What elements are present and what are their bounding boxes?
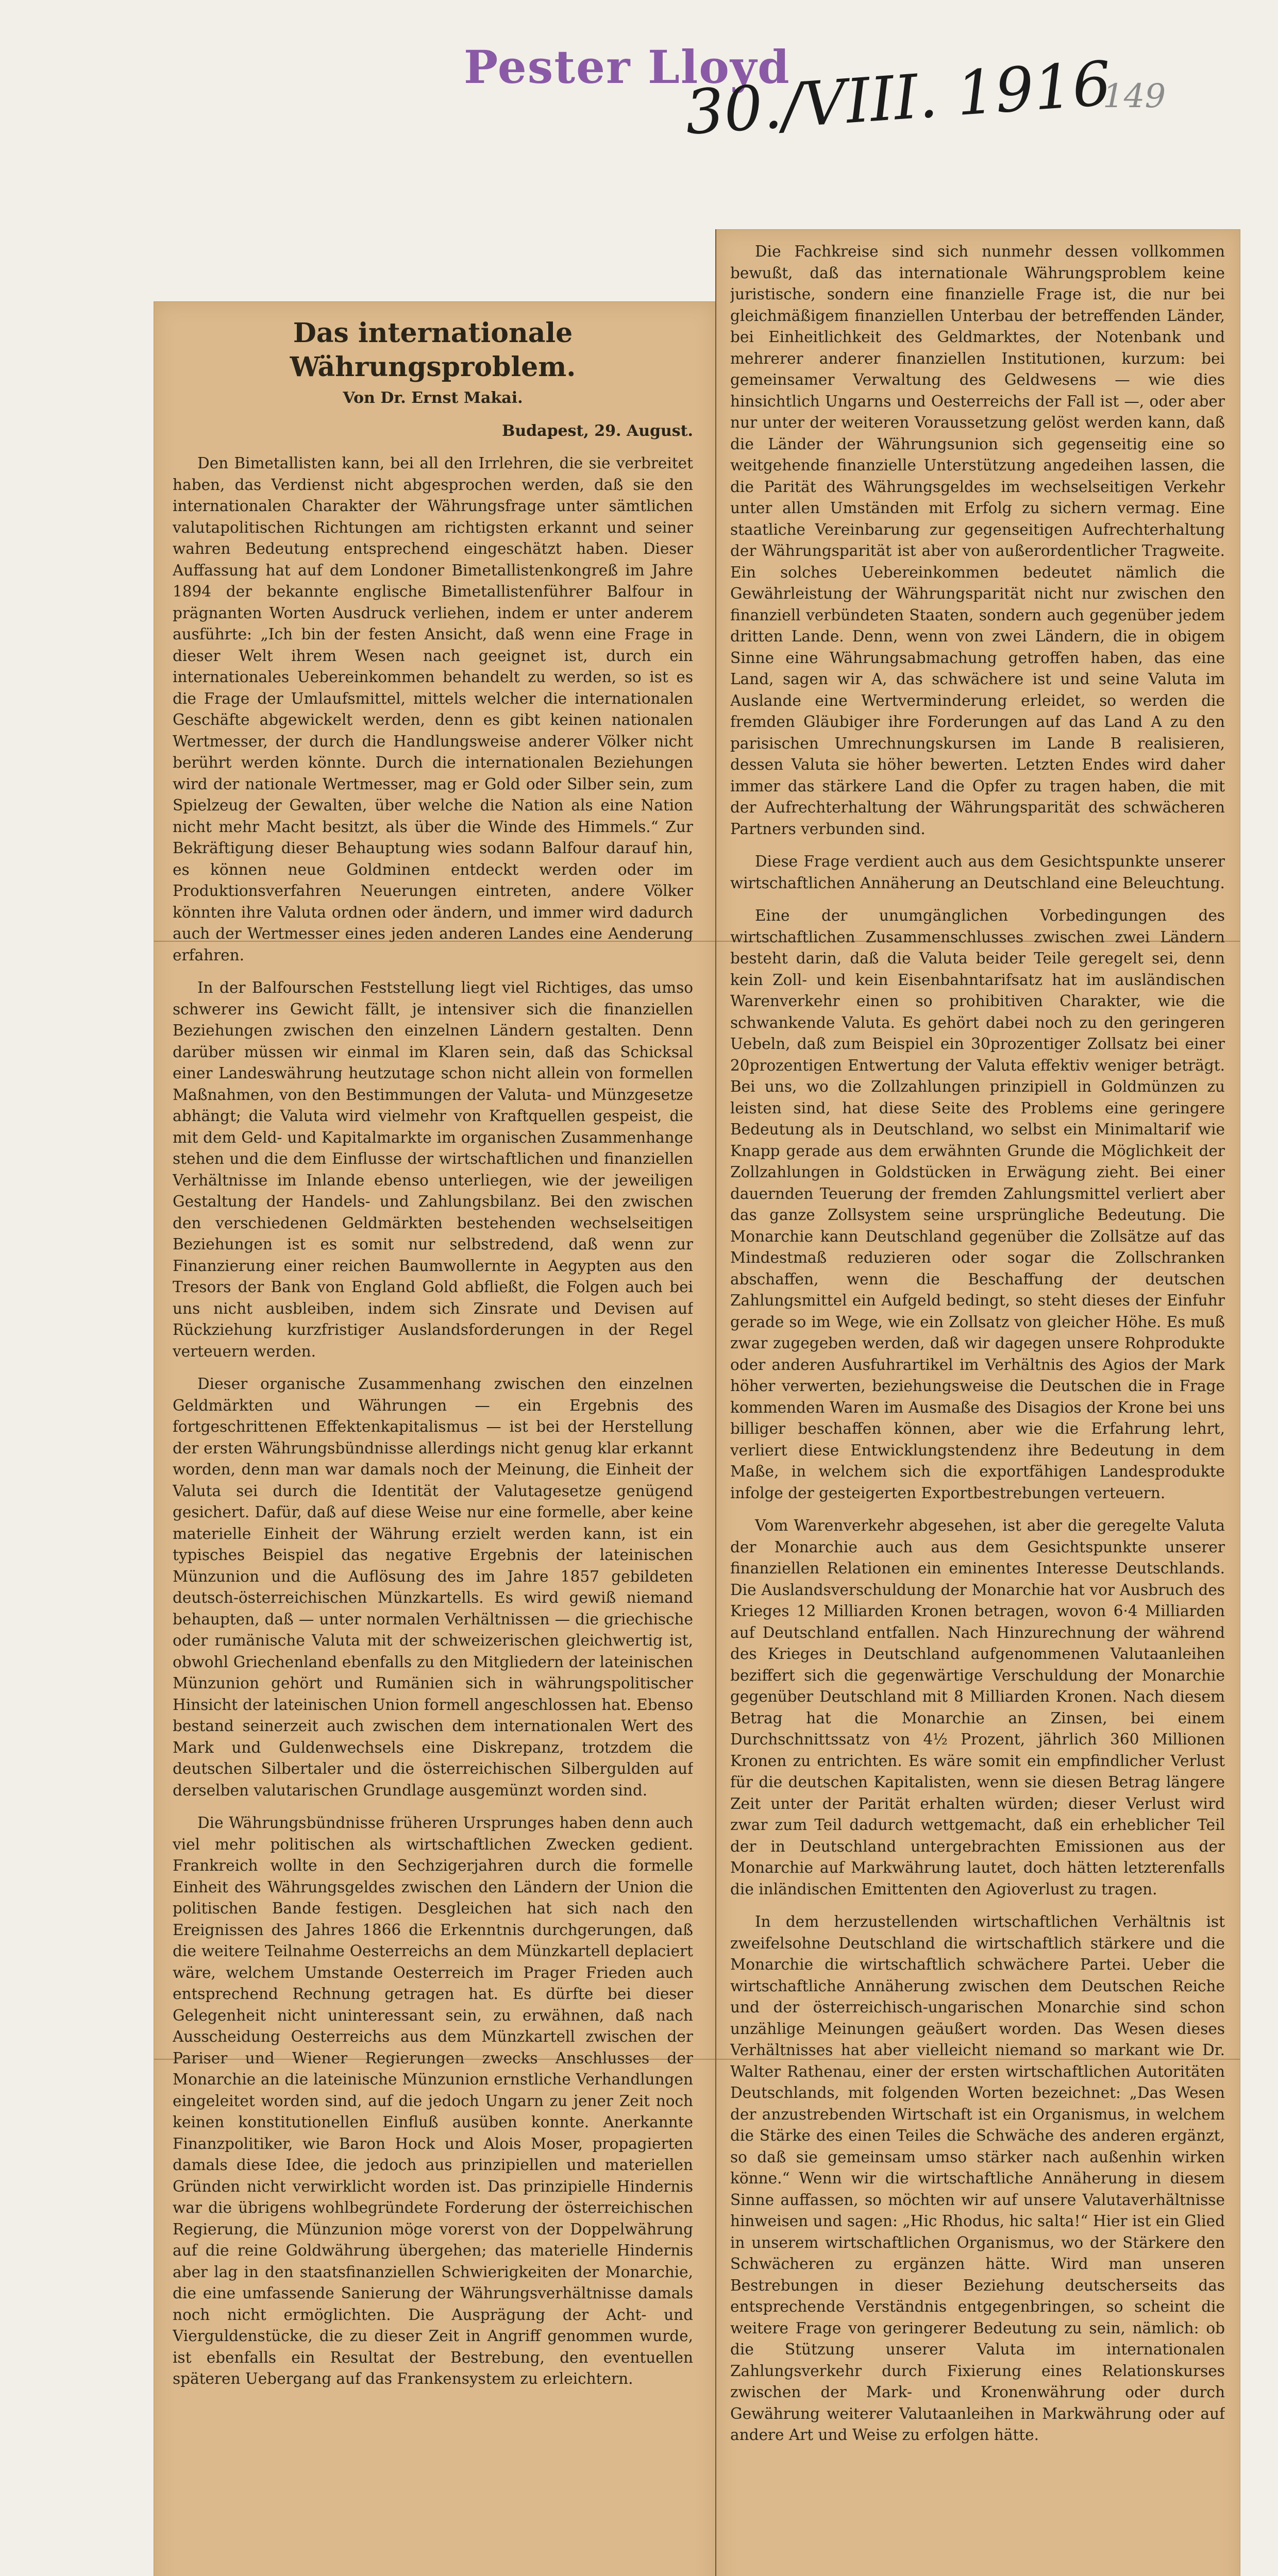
paragraph: Diese Frage verdient auch aus dem Gesichtspunkte unserer wirtschaftlichen Annäherung an Deutschland eine Beleuchtung. <box>730 853 1225 892</box>
article-title: Das internationale Währungsproblem. <box>290 317 576 383</box>
article-dateline: Budapest, 29. August. <box>502 421 693 440</box>
clipping-left-column <box>154 301 716 2576</box>
column-divider <box>715 229 716 2576</box>
clipping-right-column <box>715 229 1240 2576</box>
newspaper-stamp: Pester Lloyd <box>464 40 791 94</box>
paragraph: Eine der unumgänglichen Vorbedingungen des wirtschaftlichen Zusammenschlusses zwischen zwei Ländern besteht darin, daß die Valuta beider Teile geregelt sei, denn kein Zoll- und kein Eisenbahntarifsatz hat im ausländischen Warenverkehr einen so prohibitiven Charakter, wie die schwankende Valuta. Es gehört dabei noch zu den geringeren Uebeln, daß zum Beispiel ein 30prozentiger Zollsatz bei einer 20prozentigen Entwertung der Valuta effektiv weniger beträgt. Bei uns, wo die Zollzahlungen prinzipiell in Goldmünzen zu leisten sind, hat diese Seite des Problems eine geringere Bedeutung als in Deutschland, wo selbst ein Minimaltarif wie Knapp gerade aus dem erwähnten Grunde die Möglichkeit der Zollzahlungen in Goldstücken in Erwägung zieht. Bei einer dauernden Teuerung der fremden Zahlungsmittel verliert aber das ganze Zollsystem seine ursprüngliche Bedeutung. Die Monarchie kann Deutschland gegenüber die Zollsätze auf das Mindestmaß reduzieren oder sogar die Zollschranken abschaffen, wenn die Beschaffung der deutschen Zahlungsmittel ein Aufgeld bedingt, so steht dieses der Einfuhr gerade so im Wege, wie ein Zollsatz von gleicher Höhe. Es muß zwar zugegeben werden, daß wir dagegen unsere Rohprodukte oder anderen Ausfuhrartikel im Verhältnis des Agios der Mark höher verwerten, beziehungsweise die Deutschen die in Frage kommenden Waren im Ausmaße des Disagios der Krone bei uns billiger beschaffen können, aber wie die Erfahrung lehrt, verliert diese Entwicklungstendenz ihre Bedeutung in dem Maße, in welchem sich die exportfähigen Landesprodukte infolge der gesteigerten Exportbestrebungen verteuern. <box>730 907 1225 1502</box>
paper-fold <box>716 2059 1240 2060</box>
paragraph: Die Fachkreise sind sich nunmehr dessen vollkommen bewußt, daß das internationale Währungsproblem keine juristische, sondern eine finanzielle Frage ist, die nur bei gleichmäßigem finanziellen Unterbau der betreffenden Länder, bei Einheitlichkeit des Geldmarktes, der Notenbank und mehrerer anderer finanziellen Institutionen, kurzum: bei gemeinsamer Verwaltung des Geldwesens — wie dies hinsichtlich Ungarns und Oesterreichs der Fall ist —, oder aber nur unter der weiteren Voraussetzung gelöst werden kann, daß die Länder der Währungsunion sich gegenseitig eine so weitgehende finanzielle Unterstützung angedeihen lassen, die die Parität des Währungsgeldes im wechselseitigen Verkehr unter allen Umständen mit Erfolg zu sichern vermag. Eine staatliche Vereinbarung zur gegenseitigen Aufrechterhaltung der Währungsparität ist aber von außerordentlicher Tragweite. Ein solches Uebereinkommen bedeutet nämlich die Gewährleistung der Währungsparität nicht nur zwischen den finanziell verbündeten Staaten, sondern auch gegenüber jedem dritten Lande. Denn, wenn von zwei Ländern, die in obigem Sinne eine Währungsabmachung getroffen haben, das eine Land, sagen wir A, das schwächere ist und seine Valuta im Auslande eine Wertverminderung erleidet, so werden die fremden Gläubiger ihre Forderungen auf das Land A zu den parisischen Umrechnungskursen im Lande B realisieren, dessen Valuta sie höher bewerten. Letzten Endes wird daher immer das stärkere Land die Opfer zu tragen haben, die mit der Aufrechterhaltung der Währungsparität des schwächeren Partners verbunden sind. <box>730 243 1225 838</box>
article-author: Von Dr. Ernst Makai. <box>343 389 523 407</box>
paragraph: In der Balfourschen Feststellung liegt viel Richtiges, das umso schwerer ins Gewicht fällt, je intensiver sich die finanziellen Beziehungen zwischen den einzelnen Ländern gestalten. Denn darüber müssen wir einmal im Klaren sein, daß das Schicksal einer Landeswährung heutzutage schon nicht allein von formellen Maßnahmen, von den Bestimmungen der Valuta- und Münzgesetze abhängt; die Valuta wird vielmehr von Kraftquellen gespeist, die mit dem Geld- und Kapitalmarkte im organischen Zusammenhange stehen und die dem Einflusse der wirtschaftlichen und finanziellen Verhältnisse im Inlande ebenso unterliegen, wie der jeweiligen Gestaltung der Handels- und Zahlungsbilanz. Bei den zwischen den verschiedenen Geldmärkten bestehenden wechselseitigen Beziehungen ist es somit nur selbstredend, daß wenn zur Finanzierung einer reichen Baumwollernte in Aegypten aus den Tresors der Bank von England Gold abfließt, die Folgen auch bei uns nicht ausbleiben, indem sich Zinsrate und Devisen auf Rückziehung kurzfristiger Auslandsforderungen in der Regel verteuern werden. <box>173 979 693 1360</box>
paper-fold <box>716 941 1240 942</box>
article-right-text <box>730 241 1225 2576</box>
paper-fold <box>154 2059 716 2060</box>
paper-fold <box>154 941 716 942</box>
paragraph: In dem herzustellenden wirtschaftlichen Verhältnis ist zweifelsohne Deutschland die wirtschaftlich stärkere und die Monarchie die wirtschaftlich schwächere Partei. Ueber die wirtschaftliche Annäherung zwischen dem Deutschen Reiche und der österreichisch-ungarischen Monarchie sind schon unzählige Meinungen geäußert worden. Das Wesen dieses Verhältnisses hat aber vielleicht niemand so markant wie Dr. Walter Rathenau, einer der ersten wirtschaftlichen Autoritäten Deutschlands, mit folgenden Worten bezeichnet: „Das Wesen der anzustrebenden Wirtschaft ist ein Organismus, in welchem die Stärke des einen Teiles die Schwäche des anderen ergänzt, so daß sie gemeinsam umso stärker nach außenhin wirken könne.“ Wenn wir die wirtschaftliche Annäherung in diesem Sinne auffassen, so möchten wir auf unsere Valutaverhältnisse hinweisen und sagen: „Hic Rhodus, hic salta!“ Hier ist ein Glied in unserem wirtschaftlichen Organismus, wo der Stärkere den Schwächeren zu ergänzen hätte. Wird man unseren Bestrebungen in dieser Beziehung deutscherseits das entsprechende Verständnis entgegenbringen, so scheint die weitere Frage von geringerer Bedeutung zu sein, nämlich: ob die Stützung unserer Valuta im internationalen Zahlungsverkehr durch Fixierung eines Relationskurses zwischen der Mark- und Kronenwährung oder durch Gewährung weiterer Valutaanleihen in Markwährung oder auf andere Art und Weise zu erfolgen hätte. <box>730 1913 1225 2444</box>
paragraph: Vom Warenverkehr abgesehen, ist aber die geregelte Valuta der Monarchie auch aus dem Gesichtspunkte unserer finanziellen Relationen ein eminentes Interesse Deutschlands. Die Auslandsverschuldung der Monarchie hat vor Ausbruch des Krieges 12 Milliarden Kronen betragen, wovon 6·4 Milliarden auf Deutschland entfallen. Nach Hinzurechnung der während des Krieges in Deutschland aufgenommenen Valutaanleihen beziffert sich die gegenwärtige Verschuldung der Monarchie gegenüber Deutschland mit 8 Milliarden Kronen. Nach diesem Betrag hat die Monarchie an Zinsen, bei einem Durchschnittssatz von 4½ Prozent, jährlich 360 Millionen Kronen zu entrichten. Es wäre somit ein empfindlicher Verlust für die deutschen Kapitalisten, wenn sie diesen Betrag längere Zeit unter der Parität erhalten würden; dieser Verlust wird zwar zum Teil dadurch wettgemacht, daß ein erheblicher Teil der in Deutschland untergebrachten Emissionen aus der Monarchie auf Markwährung lautet, doch hätten letzterenfalls die inländischen Emittenten den Agioverlust zu tragen. <box>730 1517 1225 1898</box>
paragraph: Den Bimetallisten kann, bei all den Irrlehren, die sie verbreitet haben, das Verdienst nicht abgesprochen werden, daß sie den internationalen Charakter der Währungsfrage unter sämtlichen valutapolitischen Richtungen am richtigsten erkannt und seiner wahren Bedeutung entsprechend eingeschätzt haben. Dieser Auffassung hat auf dem Londoner Bimetallistenkongreß im Jahre 1894 der bekannte englische Bimetallistenführer Balfour in prägnanten Worten Ausdruck verliehen, indem er unter anderem ausführte: „Ich bin der festen Ansicht, daß wenn eine Frage in dieser Welt ihrem Wesen nach geeignet ist, durch ein internationales Uebereinkommen behandelt zu werden, so ist es die Frage der Umlaufsmittel, mittels welcher die internationalen Geschäfte abgewickelt werden, denn es gibt keinen nationalen Wertmesser, der durch die Handlungsweise anderer Völker nicht berührt werden könnte. Durch die internationalen Beziehungen wird der nationale Wertmesser, mag er Gold oder Silber sein, zum Spielzeug der Gewalten, über welche die Nation als eine Nation nicht mehr Macht besitzt, als über die Winde des Himmels.“ Zur Bekräftigung dieser Behauptung wies sodann Balfour darauf hin, es können neue Goldminen entdeckt werden oder im Produktionsverfahren Neuerungen eintreten, andere Völker könnten ihre Valuta ordnen oder ändern, und immer wird dadurch auch der Wertmesser eines jeden anderen Landes eine Aenderung erfahren. <box>173 454 693 964</box>
paragraph: Die Währungsbündnisse früheren Ursprunges haben denn auch viel mehr politischen als wirtschaftlichen Zwecken gedient. Frankreich wollte in den Sechzigerjahren durch die formelle Einheit des Währungsgeldes zwischen den Ländern der Union die politischen Bande festigen. Desgleichen hat sich nach den Ereignissen des Jahres 1866 die Erkenntnis durchgerungen, daß die weitere Teilnahme Oesterreichs an dem Münzkartell deplaciert wäre, welchem Umstande Oesterreich im Prager Frieden auch entsprechend Rechnung getragen hat. Es dürfte bei dieser Gelegenheit nicht uninteressant sein, zu erwähnen, daß nach Ausscheidung Oesterreichs aus dem Münzkartell zwischen der Pariser und Wiener Regierungen zwecks Anschlusses der Monarchie an die lateinische Münzunion ernstliche Verhandlungen eingeleitet worden sind, auf die jedoch Ungarn zu jener Zeit noch keinen konstitutionellen Einfluß ausüben konnte. Anerkannte Finanzpolitiker, wie Baron Hock und Alois Moser, propagierten damals diese Idee, die jedoch aus prinzipiellen und materiellen Gründen nicht verwirklicht worden ist. Das prinzipielle Hindernis war die übrigens wohlbegründete Forderung der österreichischen Regierung, die Münzunion möge vorerst von der Doppelwährung auf die reine Goldwährung übergehen; das materielle Hindernis aber lag in den staatsfinanziellen Schwierigkeiten der Monarchie, die eine umfassende Sanierung der Währungsverhältnisse damals noch nicht ermöglichten. Die Ausprägung der Acht- und Vierguldenstücke, die zu dieser Zeit in Angriff genommen wurde, ist ebenfalls ein Resultat der Bestrebung, den eventuellen späteren Uebergang auf das Frankensystem zu erleichtern. <box>173 1814 693 2387</box>
article-left-text <box>173 316 693 2576</box>
handwritten-date: 30./VIII. 1916 <box>683 47 1114 148</box>
paragraph: Dieser organische Zusammenhang zwischen den einzelnen Geldmärkten und Währungen — ein Ergebnis des fortgeschrittenen Effektenkapitalismus — ist bei der Herstellung der ersten Währungsbündnisse allerdings nicht genug klar erkannt worden, denn man war damals noch der Meinung, die Einheit der Valuta sei durch die Identität der Valutagesetze genügend gesichert. Dafür, daß auf diese Weise nur eine formelle, aber keine materielle Einheit der Währung erzielt werden kann, ist ein typisches Beispiel das negative Ergebnis der lateinischen Münzunion und die Auflösung des im Jahre 1857 gebildeten deutsch-österreichischen Münzkartells. Es wird gewiß niemand behaupten, daß — unter normalen Verhältnissen — die griechische oder rumänische Valuta mit der schweizerischen gleichwertig ist, obwohl Griechenland ebenfalls zu den Mitgliedern der lateinischen Münzunion gehört und Rumänien sich in währungspolitischer Hinsicht der lateinischen Union formell angeschlossen hat. Ebenso bestand seinerzeit auch zwischen dem internationalen Wert des Mark und Guldenwechsels eine Diskrepanz, trotzdem die deutschen Silbertaler und die österreichischen Silbergulden auf derselben valutarischen Grundlage ausgemünzt worden sind. <box>173 1375 693 1799</box>
handwritten-number: 149 <box>1103 77 1166 115</box>
